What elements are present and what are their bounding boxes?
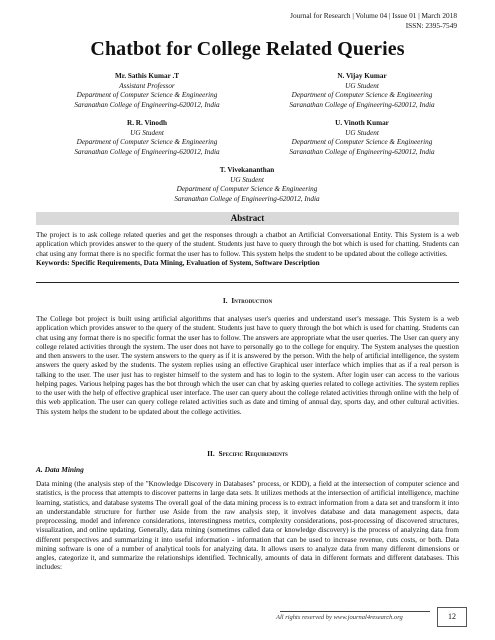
- introduction-paragraph: The College bot project is built using artificial algorithms that analyses user's queries and understand user's message. This System is a web application which provides answer to the query of the student. Students just have to query through the bot which is used for chatting. Students can chat using any format there is no specific format the user has to follow. The answers are appropriate what the user queries. The User can query any college related activities through the system. The user does not have to personally go to the college for enquiry. The System analyses the question and then answers to the user. The system answers to the query as if it is answered by the person. With the help of artificial intelligence, the system answers the query asked by the students. The system replies using an effective Graphical user interface which implies that as if a real person is talking to the user. The user just has to register himself to the system and has to login to the system. After login user can access to the various helping pages. Various helping pages has the bot through which the user can chat by asking queries related to college activities. The system replies to the user with the help of effective graphical user interface. The user can query about the college related activities through online with the help of this web application. The user can query college related activities such as date and timing of annual day, sports day, and other cultural activities. This system helps the student to be updated about the college activities.: [36, 315, 459, 416]
- abstract-divider: [36, 282, 459, 283]
- section-title: Introduction: [231, 296, 273, 305]
- author-2: [247, 72, 477, 110]
- running-header: [290, 11, 457, 31]
- author-dept: Department of Computer Science & Engineering: [76, 138, 218, 147]
- author-role: Assistant Professor: [119, 81, 175, 90]
- paper-title: Chatbot for College Related Queries: [90, 38, 405, 60]
- author-name: U. Vinoth Kumar: [335, 119, 389, 127]
- author-inst: Saranathan College of Engineering-620012, India: [174, 194, 320, 203]
- section-title: Specific Requirements: [218, 449, 288, 458]
- section-number: I.: [222, 296, 228, 305]
- author-dept: Department of Computer Science & Engineering: [291, 138, 433, 147]
- author-name: Mr. Sathis Kumar .T: [114, 72, 180, 80]
- abstract-text: [36, 231, 459, 268]
- author-5: [132, 166, 362, 204]
- section-heading-specific-requirements: [0, 449, 495, 458]
- author-dept: Department of Computer Science & Engineering: [291, 91, 433, 100]
- author-role: UG Student: [345, 128, 379, 137]
- page-number: 12: [437, 607, 467, 627]
- abstract-body: The project is to ask college related queries and get the responses through a chatbot an Artificial Conversational Entity. This System is a web application which provides answer to the query of the student. Students just have to query through the bot which is used for chatting. Students can chat using any format there is no specific format the user has to follow. This system helps the student to be updated about the college activities.: [36, 231, 459, 258]
- abstract-heading: Abstract: [36, 212, 459, 225]
- footer-rights: All rights reserved by www.journal4research.org: [276, 614, 403, 621]
- author-inst: Saranathan College of Engineering-620012, India: [74, 147, 220, 156]
- author-name: T. Vivekananthan: [219, 166, 275, 174]
- author-3: [32, 119, 262, 157]
- footer-divider: [280, 611, 430, 612]
- author-inst: Saranathan College of Engineering-620012, India: [289, 147, 435, 156]
- author-inst: Saranathan College of Engineering-620012, India: [74, 100, 220, 109]
- author-inst: Saranathan College of Engineering-620012, India: [289, 100, 435, 109]
- author-name: R. R. Vinodh: [127, 119, 167, 127]
- author-role: UG Student: [130, 128, 164, 137]
- author-name: N. Vijay Kumar: [337, 72, 387, 80]
- issn: ISSN: 2395-7549: [405, 21, 457, 30]
- section-number: II.: [207, 449, 215, 458]
- author-1: [32, 72, 262, 110]
- section-heading-introduction: [0, 296, 495, 305]
- keywords-line: Keywords: Specific Requirements, Data Mining, Evaluation of System, Software Description: [36, 258, 320, 267]
- journal-info: Journal for Research | Volume 04 | Issue 01 | March 2018: [290, 11, 457, 20]
- author-4: [247, 119, 477, 157]
- data-mining-paragraph: Data mining (the analysis step of the "Knowledge Discovery in Databases" process, or KDD), a field at the intersection of computer science and statistics, is the process that attempts to discover patterns in large data sets. It utilizes methods at the intersection of artificial intelligence, machine learning, statistics, and database systems The overall goal of the data mining process is to extract information from a data set and transform it into an understandable structure for further use Aside from the raw analysis step, it involves database and data management aspects, data preprocessing, model and inference considerations, interestingness metrics, complexity considerations, post-processing of discovered structures, visualization, and online updating. Generally, data mining (sometimes called data or knowledge discovery) is the process of analyzing data from different perspectives and summarizing it into useful information - information that can be used to increase revenue, cuts costs, or both. Data mining software is one of a number of analytical tools for analyzing data. It allows users to analyze data from many different dimensions or angles, categorize it, and summarize the relationships identified. Technically, amounts of data in different formats and different databases. This includes:: [36, 480, 459, 572]
- subsection-heading-data-mining: A. Data Mining: [36, 465, 84, 474]
- author-dept: Department of Computer Science & Engineering: [76, 91, 218, 100]
- author-dept: Department of Computer Science & Engineering: [176, 185, 318, 194]
- author-role: UG Student: [230, 175, 264, 184]
- author-role: UG Student: [345, 81, 379, 90]
